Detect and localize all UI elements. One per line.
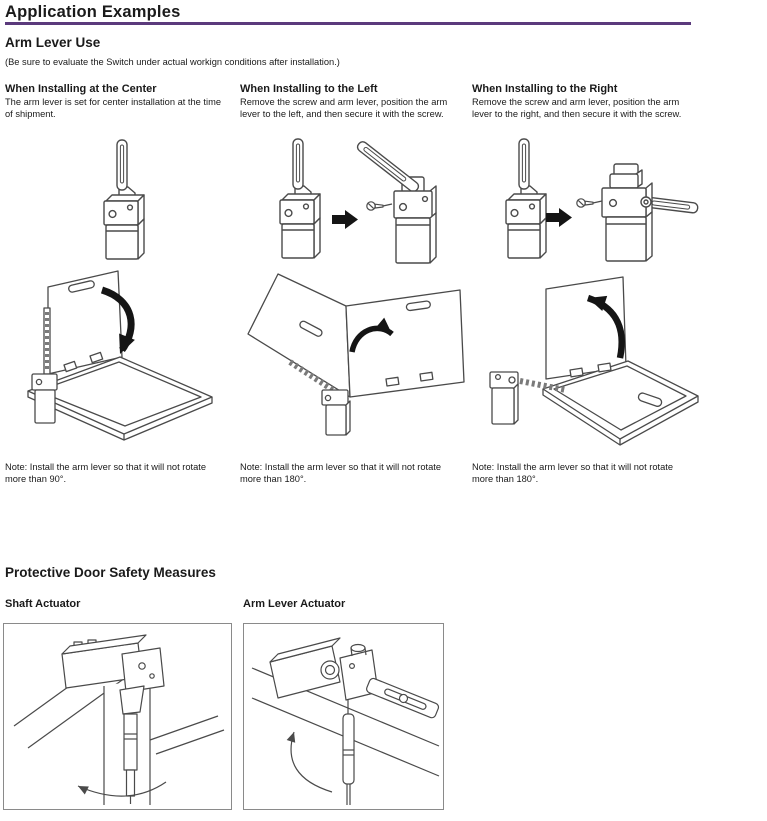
column-heading-center: When Installing at the Center <box>5 83 157 95</box>
door-rotation-90-illustration <box>8 262 230 460</box>
section-heading-arm-lever-use: Arm Lever Use <box>5 35 101 50</box>
door-rotation-180-left-illustration <box>238 262 473 460</box>
transfer-arrow-icon <box>332 210 358 229</box>
panel-heading-arm-lever-actuator: Arm Lever Actuator <box>243 598 346 610</box>
column-body-left: Remove the screw and arm lever, position the arm lever to the left, and then secure it with the screw. <box>240 97 448 120</box>
switch-center-lever-illustration <box>60 134 180 264</box>
transfer-arrow-icon <box>546 208 572 227</box>
section-heading-protective-door: Protective Door Safety Measures <box>5 565 216 580</box>
panel-heading-shaft-actuator: Shaft Actuator <box>5 598 81 610</box>
note-left: Note: Install the arm lever so that it will not rotate more than 180°. <box>240 462 442 485</box>
switch-reposition-left-illustration <box>248 134 453 266</box>
column-heading-right: When Installing to the Right <box>472 83 618 95</box>
title-rule <box>5 22 691 25</box>
note-right: Note: Install the arm lever so that it will not rotate more than 180°. <box>472 462 674 485</box>
page-title: Application Examples <box>5 3 181 21</box>
shaft-actuator-illustration <box>4 624 231 809</box>
column-body-center: The arm lever is set for center installation at the time of shipment. <box>5 97 221 120</box>
column-heading-left: When Installing to the Left <box>240 83 378 95</box>
note-center: Note: Install the arm lever so that it will not rotate more than 90°. <box>5 462 207 485</box>
column-body-right: Remove the screw and arm lever, position the arm lever to the right, and then secure it with the screw. <box>472 97 682 120</box>
arm-lever-actuator-illustration <box>244 624 443 809</box>
evaluation-note: (Be sure to evaluate the Switch under actual workign conditions after installation.) <box>5 57 340 67</box>
switch-reposition-right-illustration <box>474 134 700 266</box>
rotation-arc-icon <box>287 731 332 792</box>
arm-lever-actuator-panel <box>243 623 444 810</box>
shaft-actuator-panel <box>3 623 232 810</box>
door-open-right-illustration <box>474 262 709 460</box>
